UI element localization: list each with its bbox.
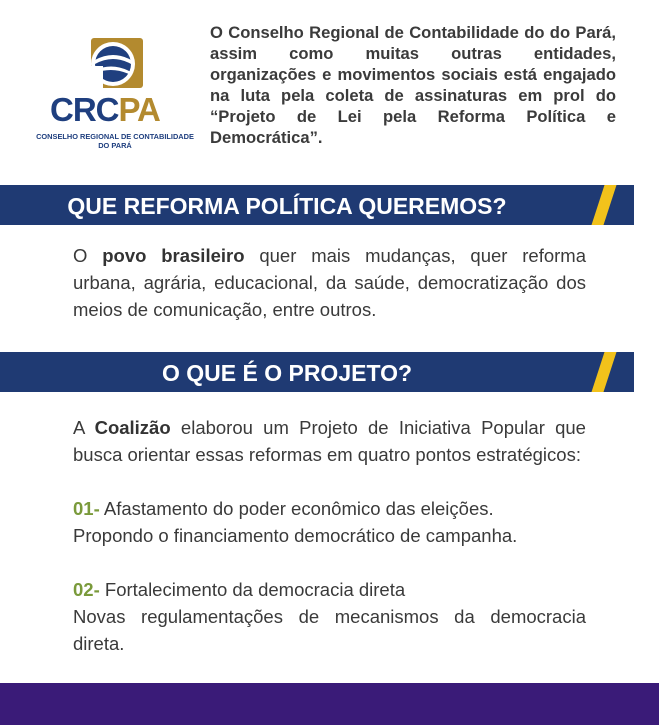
point-01-title: 01- Afastamento do poder econômico das eleições.	[73, 498, 494, 519]
globe-gear-emblem	[83, 36, 145, 92]
section2-paragraph: A Coalizão elaborou um Projeto de Iniciativa Popular que busca orientar essas reformas em quatro pontos estratégicos:	[73, 417, 586, 465]
section-banner-reform	[0, 185, 634, 225]
section-heading: QUE REFORMA POLÍTICA QUEREMOS?	[67, 193, 507, 219]
crcpa-logo	[34, 34, 196, 154]
yellow-stripe	[592, 352, 617, 392]
intro-paragraph: O Conselho Regional de Contabilidade do do Pará, assim como muitas outras entidades, organizações e movimentos sociais está engajado na luta pela coleta de assinaturas em prol do “Projeto de Lei pela Reforma Política e Democrática”.	[210, 23, 616, 147]
section-heading: O QUE É O PROJETO?	[161, 360, 413, 386]
point-02-description: Novas regulamentações de mecanismos da democracia direta.	[73, 606, 586, 654]
section1-paragraph: O povo brasileiro quer mais mudanças, quer reforma urbana, agrária, educacional, da saúde, democratização dos meios de comunicação, entre outros.	[73, 245, 587, 320]
yellow-stripe	[592, 185, 617, 225]
logo-wordmark: CRCPA	[50, 91, 160, 128]
logo-subtitle: CONSELHO REGIONAL DE CONTABILIDADE DO PARÁ	[36, 132, 194, 150]
footer-bar	[0, 683, 659, 725]
point-01-description: Propondo o financiamento democrático de campanha.	[73, 525, 518, 546]
section-banner-project	[0, 352, 634, 392]
point-02-title: 02- Fortalecimento da democracia direta	[73, 579, 406, 600]
